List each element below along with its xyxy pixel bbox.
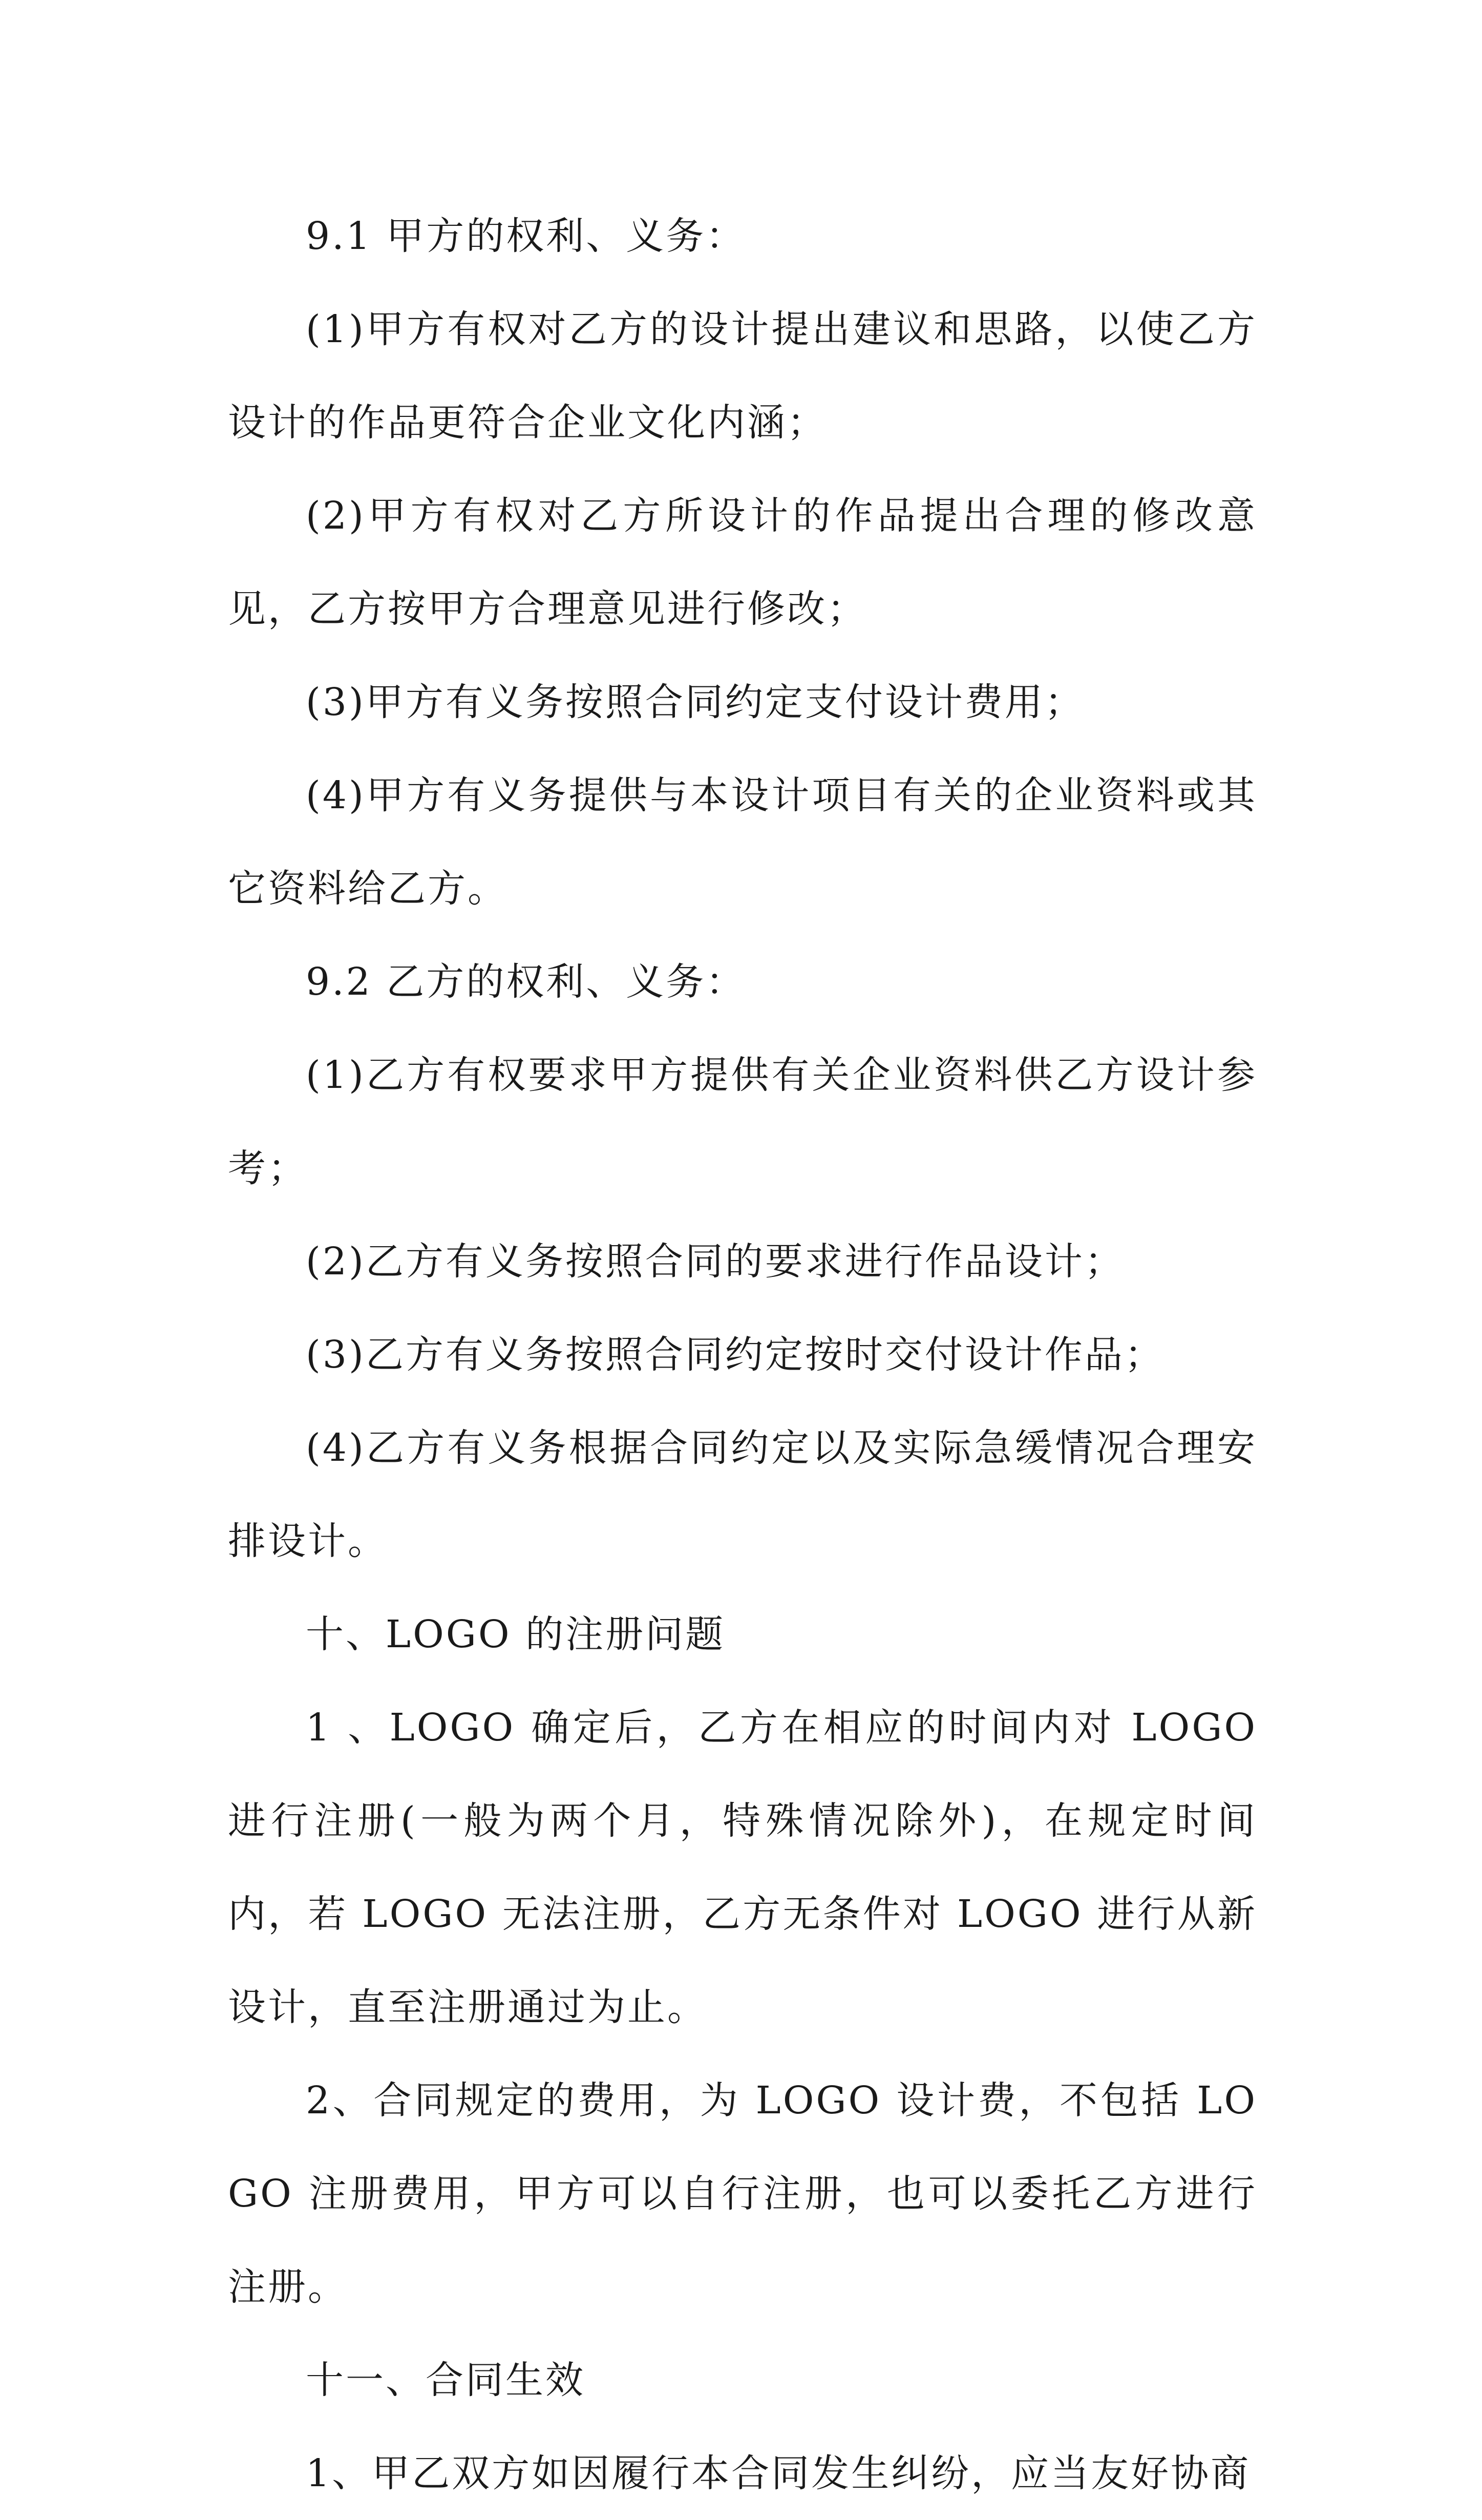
contract-effect-clause-1: 1、甲乙双方如因履行本合同发生纠纷，应当友好协商 — [306, 2451, 1251, 2495]
party-a-duty-4: (4)甲方有义务提供与本设计项目有关的企业资料或其它资料给乙方。 — [228, 773, 1257, 911]
logo-registration-clause-2: 2、合同规定的费用，为 LOGO 设计费，不包括 LOGO 注册费用，甲方可以自行注册，也可以委托乙方进行注册。 — [228, 2078, 1257, 2309]
section-10-heading: 十、LOGO 的注册问题 — [306, 1612, 726, 1656]
section-9-1-heading: 9.1 甲方的权利、义务： — [306, 214, 746, 258]
party-a-right-2: (2)甲方有权对乙方所设计的作品提出合理的修改意见，乙方按甲方合理意见进行修改； — [228, 494, 1257, 631]
party-b-duty-4: (4)乙方有义务根据合同约定以及实际急缓情况合理安排设计。 — [228, 1426, 1257, 1563]
party-b-right-1: (1)乙方有权要求甲方提供有关企业资料供乙方设计参考； — [228, 1053, 1257, 1190]
party-b-duty-3: (3)乙方有义务按照合同约定按时交付设计作品； — [306, 1333, 1165, 1377]
section-11-heading: 十一、合同生效 — [306, 2358, 585, 2402]
logo-registration-clause-1: 1 、LOGO 确定后，乙方在相应的时间内对 LOGO 进行注册(一般为两个月，特殊情况除外)，在规定时间内，若 LOGO 无法注册，乙方无条件对 LOGO 进行从新设计，直至注册通过为止。 — [228, 1706, 1257, 2029]
party-a-duty-3: (3)甲方有义务按照合同约定支付设计费用； — [306, 680, 1085, 724]
document-body — [228, 190, 1257, 2520]
party-b-duty-2: (2)乙方有义务按照合同的要求进行作品设计； — [306, 1240, 1125, 1284]
section-9-2-heading: 9.2 乙方的权利、义务： — [306, 960, 746, 1004]
party-a-right-1: (1)甲方有权对乙方的设计提出建议和思路，以使乙方设计的作品更符合企业文化内涵； — [228, 307, 1257, 445]
